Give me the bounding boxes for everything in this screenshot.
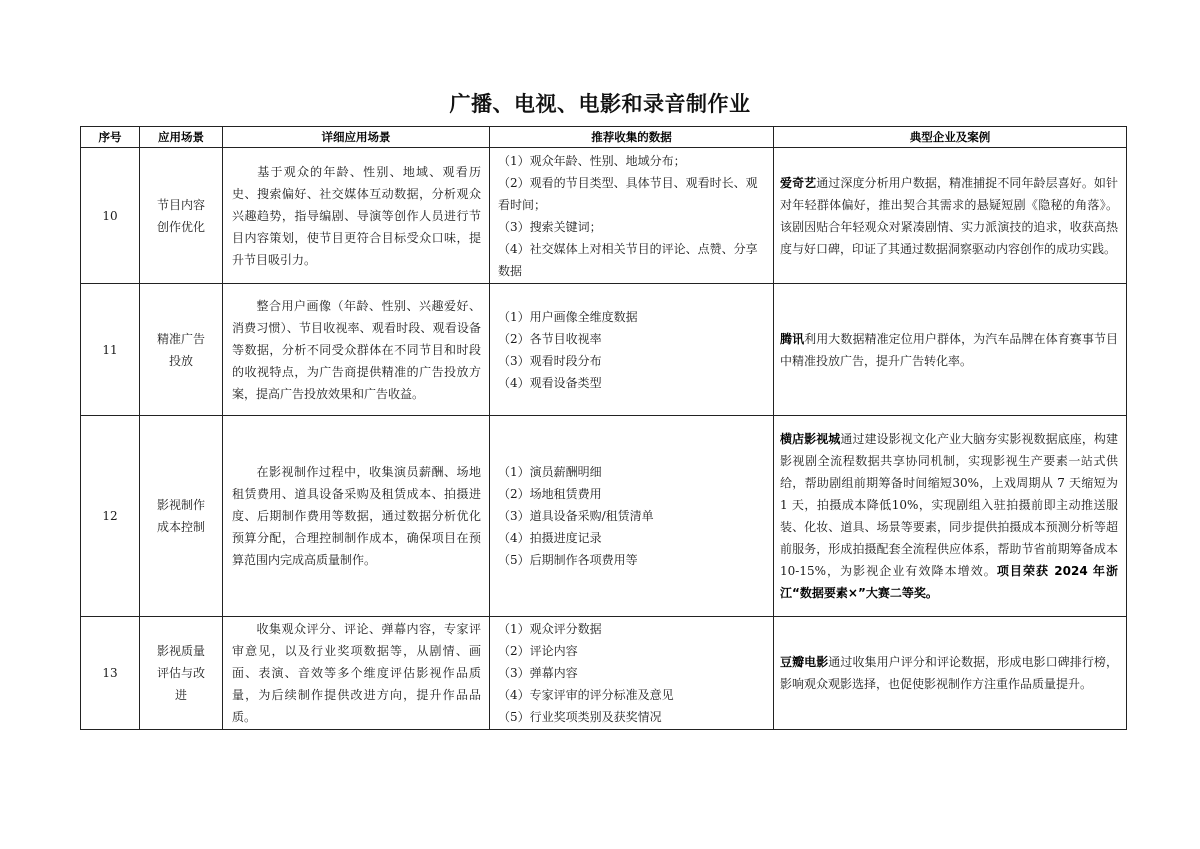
detail-scene [223, 148, 490, 284]
data-item: （3）道具设备采购/租赁清单 [498, 509, 654, 523]
detail-text: 整合用户画像（年龄、性别、兴趣爱好、消费习惯）、节目收视率、观看时段、观看设备等数据，分析不同受众群体在不同节目和时段的收视特点，为广告商提供精准的广告投放方案，提高广告投放效果和广告收益。 [232, 298, 481, 401]
table-row [81, 617, 1127, 730]
application-scene: 节目内容创作优化 [140, 148, 223, 284]
detail-text: 基于观众的年龄、性别、地域、观看历史、搜索偏好、社交媒体互动数据，分析观众兴趣趋势，指导编剧、导演等创作人员进行节目内容策划，使节目更符合目标受众口味，提升节目吸引力。 [232, 164, 481, 267]
header-scene: 应用场景 [140, 127, 223, 148]
data-item: （2）场地租赁费用 [498, 487, 602, 501]
data-item: （4）社交媒体上对相关节目的评论、点赞、分享数据 [498, 241, 758, 278]
detail-text: 在影视制作过程中，收集演员薪酬、场地租赁费用、道具设备采购及租赁成本、拍摄进度、后期制作费用等数据，通过数据分析优化预算分配，合理控制制作成本，确保项目在预算范围内完成高质量制作。 [232, 465, 481, 567]
recommended-data [490, 284, 774, 416]
case-company: 横店影视城 [780, 432, 841, 446]
detail-scene [223, 617, 490, 730]
data-item: （3）观看时段分布 [498, 353, 602, 368]
header-no: 序号 [81, 127, 140, 148]
data-item: （1）用户画像全维度数据 [498, 309, 638, 324]
case-text: 利用大数据精准定位用户群体，为汽车品牌在体育赛事节目中精准投放广告，提升广告转化率。 [780, 331, 1118, 368]
data-item: （5）后期制作各项费用等 [498, 553, 638, 567]
detail-scene [223, 416, 490, 617]
case-company: 爱奇艺 [780, 175, 817, 190]
case-company: 豆瓣电影 [780, 655, 829, 669]
recommended-data [490, 617, 774, 730]
case-text: 通过建设影视文化产业大脑夯实影视数据底座，构建影视剧全流程数据共享协同机制，实现影视生产要素一站式供给，帮助剧组前期筹备时间缩短30%，上戏周期从 7 天缩短为 1 天，拍摄成本降低10%，实现剧组入驻拍摄前即主动推送服装、化妆、道具、场景等要素，同步提供拍摄成本预测分析等超前服务，形成拍摄配套全流程供应体系，帮助节省前期筹备成本 10-15%，为影视企业有效降本增效。 [780, 432, 1118, 578]
row-number: 13 [81, 617, 140, 730]
header-case: 典型企业及案例 [774, 127, 1127, 148]
application-scene: 影视制作成本控制 [140, 416, 223, 617]
industry-application-table [80, 126, 1127, 730]
typical-case [774, 617, 1127, 730]
table-row [81, 416, 1127, 617]
data-item: （3）弹幕内容 [498, 666, 578, 680]
case-award: 项目荣获 2024 年浙江“数据要素×”大赛二等奖。 [780, 564, 1118, 600]
table-row [81, 148, 1127, 284]
header-data: 推荐收集的数据 [490, 127, 774, 148]
data-item: （1）观众评分数据 [498, 622, 602, 636]
application-scene: 影视质量评估与改进 [140, 617, 223, 730]
application-scene: 精准广告投放 [140, 284, 223, 416]
row-number: 11 [81, 284, 140, 416]
case-company: 腾讯 [780, 331, 805, 346]
document-title: 广播、电视、电影和录音制作业 [449, 92, 751, 116]
data-item: （4）拍摄进度记录 [498, 531, 602, 545]
data-item: （4）观看设备类型 [498, 375, 602, 390]
data-item: （2）各节目收视率 [498, 331, 602, 346]
typical-case [774, 148, 1127, 284]
data-item: （1）观众年龄、性别、地域分布； [498, 153, 686, 168]
row-number: 12 [81, 416, 140, 617]
recommended-data [490, 148, 774, 284]
header-detail: 详细应用场景 [223, 127, 490, 148]
typical-case [774, 284, 1127, 416]
detail-scene [223, 284, 490, 416]
detail-text: 收集观众评分、评论、弹幕内容，专家评审意见，以及行业奖项数据等，从剧情、画面、表演、音效等多个维度评估影视作品质量，为后续制作提供改进方向，提升作品品质。 [232, 622, 481, 724]
table-row [81, 284, 1127, 416]
data-item: （1）演员薪酬明细 [498, 465, 602, 479]
data-item: （2）评论内容 [498, 644, 578, 658]
data-item: （4）专家评审的评分标准及意见 [498, 688, 674, 702]
row-number: 10 [81, 148, 140, 284]
table-header-row [81, 127, 1127, 148]
data-item: （3）搜索关键词； [498, 219, 602, 234]
case-text: 通过深度分析用户数据，精准捕捉不同年龄层喜好。如针对年轻群体偏好，推出契合其需求的悬疑短剧《隐秘的角落》。该剧因贴合年轻观众对紧凑剧情、实力派演技的追求，收获高热度与好口碑，印证了其通过数据洞察驱动内容创作的成功实践。 [780, 175, 1118, 256]
data-item: （2）观看的节目类型、具体节目、观看时长、观看时间； [498, 175, 758, 212]
typical-case [774, 416, 1127, 617]
data-item: （5）行业奖项类别及获奖情况 [498, 710, 662, 724]
case-text: 通过收集用户评分和评论数据，形成电影口碑排行榜，影响观众观影选择，也促使影视制作方注重作品质量提升。 [780, 655, 1118, 691]
recommended-data [490, 416, 774, 617]
